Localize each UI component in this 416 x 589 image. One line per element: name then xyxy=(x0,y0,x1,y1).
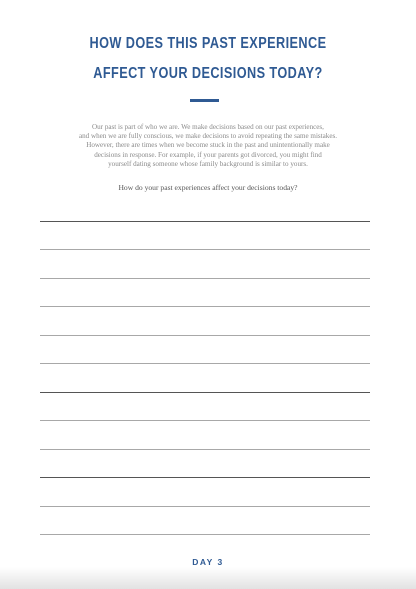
writing-line[interactable] xyxy=(40,363,370,364)
intro-paragraph xyxy=(44,123,372,169)
page-title-line-2: AFFECT YOUR DECISIONS TODAY? xyxy=(93,65,323,82)
intro-line: decisions in response. For example, if your parents got divorced, you might find xyxy=(94,150,322,159)
intro-line: and when we are fully conscious, we make decisions to avoid repeating the same mistakes. xyxy=(78,132,338,141)
writing-line[interactable] xyxy=(40,477,370,478)
writing-line[interactable] xyxy=(40,534,370,535)
writing-line[interactable] xyxy=(40,249,370,250)
writing-line[interactable] xyxy=(40,306,370,307)
day-label: DAY 3 xyxy=(192,557,224,567)
writing-line[interactable] xyxy=(40,420,370,421)
writing-line[interactable] xyxy=(40,335,370,336)
intro-line: yourself dating someone whose family background is similar to yours. xyxy=(108,159,308,168)
writing-line[interactable] xyxy=(40,221,370,222)
writing-line[interactable] xyxy=(40,449,370,450)
title-divider xyxy=(190,99,219,102)
writing-line[interactable] xyxy=(40,278,370,279)
writing-line[interactable] xyxy=(40,392,370,393)
writing-prompt: How do your past experiences affect your decisions today? xyxy=(118,183,298,192)
writing-line[interactable] xyxy=(40,506,370,507)
page-bottom-shadow xyxy=(0,567,416,589)
intro-line: However, there are times when we become stuck in the past and unintentionally make xyxy=(86,141,330,150)
intro-line: Our past is part of who we are. We make decisions based on our past experiences, xyxy=(92,123,324,131)
page-title-line-1: HOW DOES THIS PAST EXPERIENCE xyxy=(89,35,327,52)
